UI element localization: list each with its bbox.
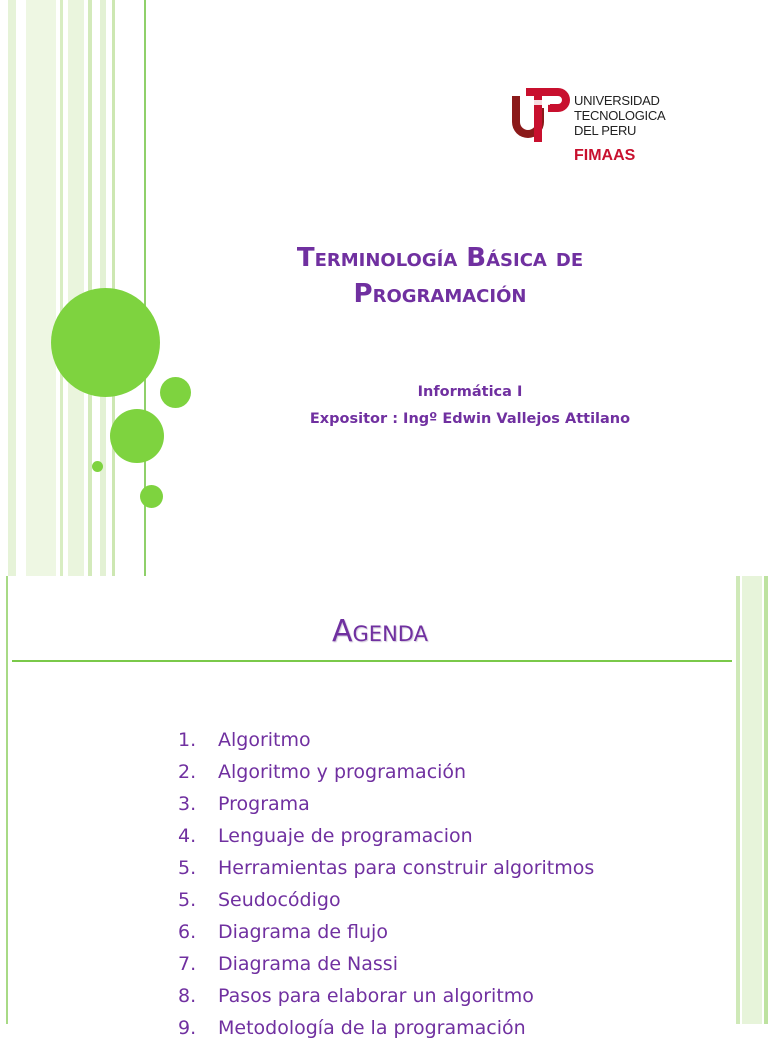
agenda-item [178, 820, 594, 852]
decorative-stripe [68, 0, 84, 576]
decorative-circle [160, 377, 191, 408]
item-number: 5. [178, 889, 197, 911]
logo-line: TECNOLOGICA [574, 108, 666, 123]
utp-logo-mark [508, 86, 572, 144]
item-number: 6. [178, 921, 197, 943]
item-label: Seudocódigo [218, 889, 341, 911]
item-number: 7. [178, 953, 197, 975]
title-divider [12, 660, 732, 662]
decorative-stripe [60, 0, 63, 576]
slide-subtitle [200, 379, 740, 433]
item-label: Lenguaje de programacion [218, 825, 473, 847]
item-label: Diagrama de Nassi [218, 953, 398, 975]
decorative-stripe [88, 0, 92, 576]
decorative-circle [110, 409, 164, 463]
decorative-stripe [742, 576, 762, 1024]
item-number: 9. [178, 1017, 197, 1039]
item-label: Algoritmo y programación [218, 761, 467, 783]
decorative-stripe [26, 0, 56, 576]
decorative-stripe [8, 0, 16, 576]
agenda-item [178, 948, 594, 980]
agenda-item [178, 852, 594, 884]
course-name: Informática I [417, 384, 523, 400]
item-label: Herramientas para construir algoritmos [218, 857, 595, 879]
item-number: 2. [178, 761, 197, 783]
item-label: Diagrama de flujo [218, 921, 388, 943]
item-label: Programa [218, 793, 310, 815]
agenda-item [178, 916, 594, 948]
agenda-list [178, 724, 594, 1044]
agenda-item [178, 884, 594, 916]
agenda-title: Agenda [332, 614, 428, 649]
utp-logo [508, 86, 678, 166]
agenda-item [178, 1012, 594, 1044]
item-number: 8. [178, 985, 197, 1007]
decorative-circle [140, 485, 163, 508]
item-number: 1. [178, 729, 197, 751]
agenda-item [178, 788, 594, 820]
slide-title [190, 240, 690, 312]
agenda-item [178, 980, 594, 1012]
logo-faculty: FIMAAS [574, 147, 636, 164]
decorative-stripe [764, 576, 768, 1024]
item-label: Pasos para elaborar un algoritmo [218, 985, 534, 1007]
decorative-circle [92, 461, 103, 472]
presenter-name: Expositor : Ingº Edwin Vallejos Attilano [309, 411, 631, 427]
logo-university-name [574, 93, 665, 138]
item-number: 3. [178, 793, 197, 815]
decorative-stripe [736, 576, 740, 1024]
title-line: Programación [353, 279, 527, 309]
item-label: Metodología de la programación [218, 1017, 526, 1039]
logo-line: UNIVERSIDAD [574, 93, 660, 108]
agenda-item [178, 724, 594, 756]
item-number: 4. [178, 825, 197, 847]
decorative-stripe [6, 576, 8, 1024]
title-line: Terminología Básica de [296, 243, 584, 273]
item-number: 5. [178, 857, 197, 879]
agenda-slide [0, 576, 768, 1039]
logo-line: DEL PERU [574, 123, 637, 138]
agenda-item [178, 756, 594, 788]
item-label: Algoritmo [218, 729, 311, 751]
decorative-circle [51, 288, 160, 397]
